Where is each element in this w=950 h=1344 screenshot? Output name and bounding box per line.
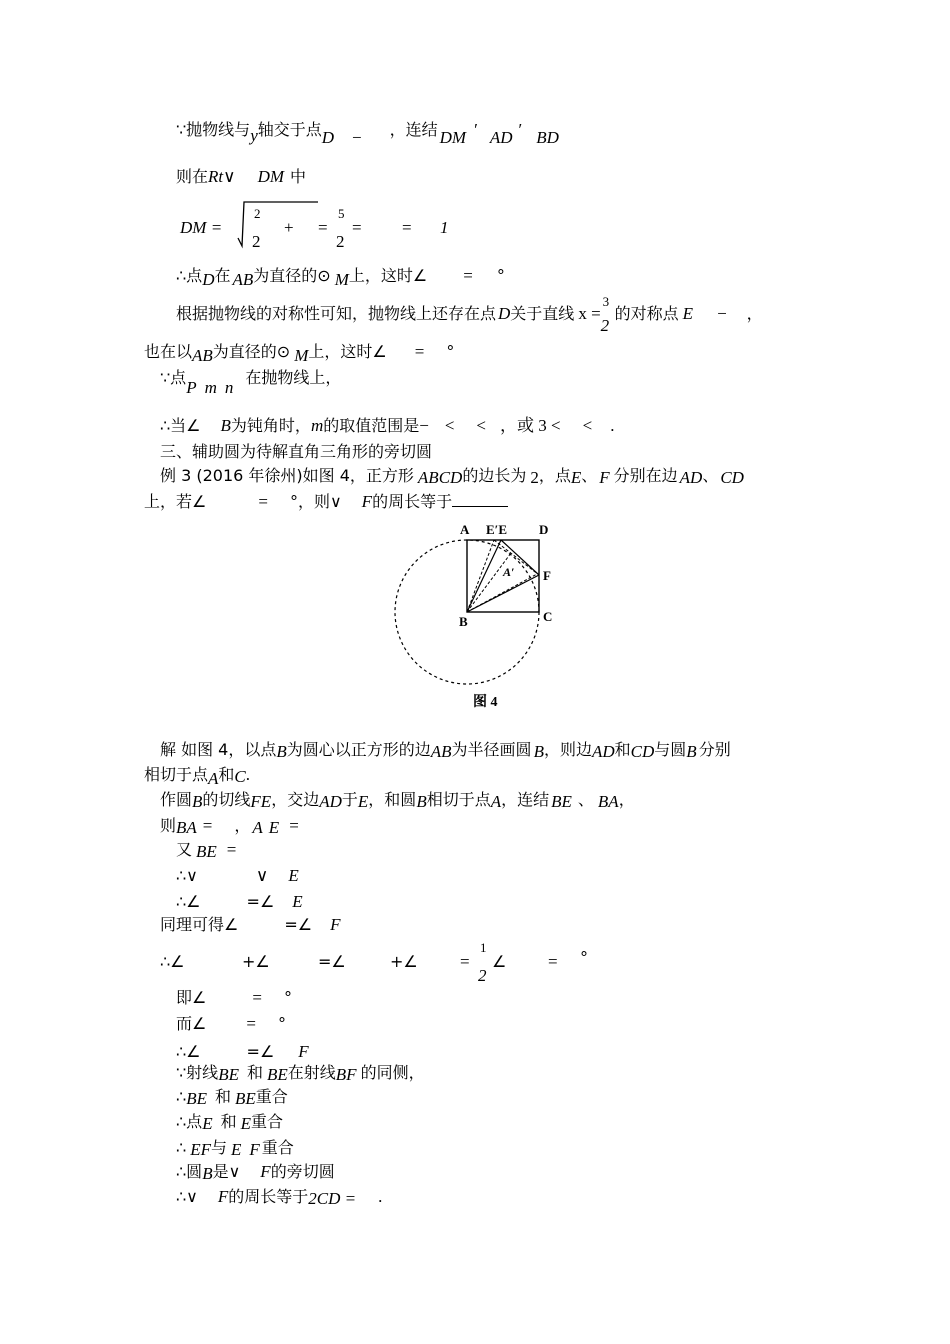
label-a-prime: A′ — [503, 565, 515, 579]
radical-sign — [234, 200, 504, 256]
line-7: ∵点P m n在抛物线上， — [160, 368, 342, 397]
line-25: ∴BE 和 BE重合 — [176, 1087, 288, 1108]
line-15: 则BA = ， A E = — [160, 816, 299, 837]
line-6: 也在以AB为直径的⊙ M上，这时∠ = ° — [144, 342, 455, 365]
line-14: 作圆B的切线FE，交边AD于E，和圆B相切于点A，连结 BE 、 BA， — [160, 790, 635, 811]
line-5: 根据抛物线的对称性可知，抛物线上还存在点 D关于直线 x = 3 2 的对称点 E − ， — [176, 294, 763, 335]
label-f: F — [543, 568, 551, 583]
line-24: ∵射线BE 和 BE在射线BF 的同侧， — [176, 1063, 425, 1084]
line-21: 即∠ = ° — [176, 988, 292, 1007]
line-23: ∴∠ =∠ F — [176, 1042, 309, 1061]
line-13: 相切于点A和C. — [144, 765, 251, 788]
segment-e-prime-f — [494, 540, 539, 575]
line-27: ∴ EF与 E F 重合 — [176, 1138, 294, 1159]
line-12: 解 如图 4，以点B为圆心以正方形的边AB为半径画圆 B，则边AD和CD与圆B 分别 — [160, 740, 731, 761]
figure-caption: 图 4 — [473, 695, 498, 710]
line-29: ∴∨ F的周长等于2CD = . — [176, 1187, 383, 1208]
angle-sum-line: ∴∠ +∠ =∠ +∠ = 1 2 ∠ = ° — [160, 940, 588, 985]
answer-blank[interactable] — [452, 492, 508, 507]
segment-ba-prime — [467, 553, 511, 612]
line-18: ∴∠ =∠ E — [176, 892, 303, 911]
label-e-prime-e: E′E — [486, 522, 507, 537]
figure-4 — [390, 518, 570, 714]
line-26: ∴点E 和 E重合 — [176, 1112, 283, 1133]
label-b: B — [459, 614, 468, 629]
segment-be — [467, 540, 501, 612]
line-8: ∴当∠ B为钝角时，m的取值范围是− < < ，或 3 < < . — [160, 416, 615, 435]
dm-formula: DM = 2 2 + = 5 2 = = 1 — [180, 200, 480, 256]
section-heading: 三、辅助圆为待解直角三角形的旁切圆 — [160, 442, 433, 461]
segment-bf-dashed — [467, 574, 537, 612]
line-2: 则在Rt∨ DM 中 — [176, 167, 307, 186]
line-28: ∴圆B是∨ F的旁切圆 — [176, 1162, 335, 1183]
line-10: 例 3 (2016 年徐州)如图 4，正方形 ABCD的边长为 2，点E、 F 分别在边 AD、 CD — [160, 466, 744, 487]
line-4: ∴点D在 AB为直径的⊙ M上，这时∠ = ° — [176, 266, 505, 289]
label-a: A — [460, 522, 470, 537]
label-c: C — [543, 609, 553, 624]
line-16: 又 BE = — [176, 840, 237, 861]
line-19: 同理可得∠ =∠ F — [160, 915, 341, 934]
line-11: 上，若∠ = °，则∨ F的周长等于 — [144, 492, 508, 512]
line-1: ∵抛物线与y轴交于点D − ，连结 DM ′ AD ′ BD — [176, 120, 559, 147]
line-17: ∴∨ ∨ E — [176, 866, 299, 885]
segment-be-prime — [467, 540, 494, 612]
fraction-3-2: 3 2 — [600, 294, 610, 335]
label-d: D — [539, 522, 549, 537]
line-22: 而∠ = ° — [176, 1014, 286, 1033]
